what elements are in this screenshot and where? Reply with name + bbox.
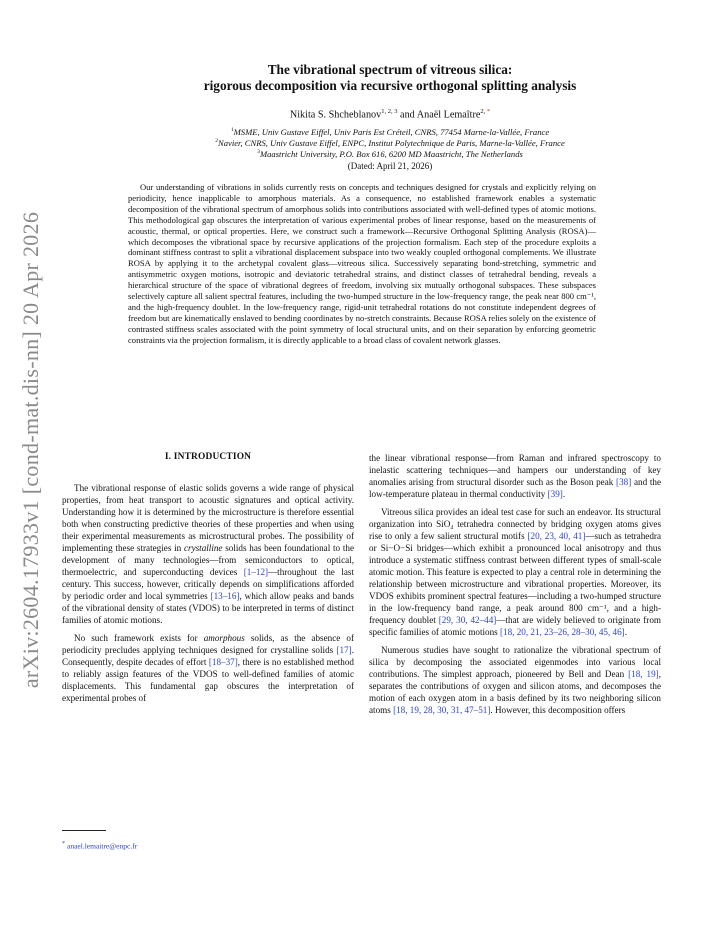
citation-link[interactable]: [18, 19, 28, 30, 31, 47–51] [393,705,491,715]
author-list [90,108,690,120]
citation-link[interactable]: [29, 30, 42–44] [438,615,497,625]
footnote: * anael.lemaitre@enpc.fr [62,840,138,851]
author-and: and [400,109,415,121]
citation-link[interactable]: [1–12] [243,567,269,577]
footnote-divider [62,830,106,831]
citation-link[interactable]: [18, 20, 21, 23–26, 28–30, 45, 46] [500,627,625,637]
paragraph: Vitreous silica provides an ideal test case for such an endeavor. Its structural organization into SiO₄ tetrahedra connected by bridging oxygen atoms gives rise to only a few salient structural motifs [20, 23, 40, 41]—such as tetrahedra or Si−O−Si bridges—which exhibit a pronounced local anisotropy and thus introduce a systematic stiffness contrast between different types of small-scale atomic motion. This feature is expected to play a central role in determining the relationship between microstructure and vibrational properties. Moreover, its VDOS exhibits prominent spectral features—including a two-humped structure in the low-frequency band range, a peak around 800 cm⁻¹, and a high-frequency doublet [29, 30, 42–44]—that are widely believed to originate from specific families of atomic motions [18, 20, 21, 23–26, 28–30, 45, 46]. [369,507,661,637]
paragraph: The vibrational response of elastic solids governs a wide range of physical properties, from heat transport to acoustic signatures and optical activity. Understanding how it is determined by the microstructure is therefore essential both when constructing predictive theories of these properties and when using their experimental measurements as microstructural probes. The possibility of implementing these strategies in crystalline solids has been foundational to the development of many technologies—from semiconductors to optical, thermoelectric, and superconducting devices [1–12]—throughout the last century. This success, however, critically depends on simplifications afforded by periodic order and local symmetries [13–16], which allow peaks and bands of the vibrational density of states (VDOS) to be interpreted in terms of distinct families of atomic motions. [62,483,354,625]
citation-link[interactable]: [13–16] [210,591,240,601]
email-link[interactable]: anael.lemaitre@enpc.fr [67,841,138,851]
citation-link[interactable]: [39] [547,489,563,499]
affiliation: $^1$MSME, Univ Gustave Eiffel, Univ Paris Est Créteil, CNRS, 77454 Marne-la-Vallée, France [230,126,550,137]
citation-link[interactable]: [18–37] [208,657,238,667]
paragraph: Numerous studies have sought to rationalize the vibrational spectrum of silica by decomposing the associated eigenmodes into various local contributions. The simplest approach, pioneered by Bell and Dean [18, 19], separates the contributions of oxygen and silicon atoms, and decomposes the motion of each oxygen atom in a basis defined by its two neighboring silicon atoms [18, 19, 28, 30, 31, 47–51]. However, this decomposition offers [369,645,661,715]
abstract: Our understanding of vibrations in solids currently rests on concepts and techniques designed for crystals and explicitly relying on periodicity, hence inapplicable to amorphous materials. As a consequence, no established framework enables a systematic decomposition of the vibrational spectrum of amorphous solids into contributions associated with well-defined types of atomic motions. This methodological gap obscures the interpretation of various experimental probes of linear response, based on the measurements of acoustic, thermal, or optical properties. Here, we construct such a framework—Recursive Orthogonal Splitting Analysis (ROSA)—which decomposes the vibrational space by recursive applications of the projection formalism. Each step of the procedure exploits a dominant stiffness contrast to split a vibrational displacement subspace into two weakly coupled orthogonal complements. We illustrate ROSA by applying it to the archetypal covalent glass—vitreous silica. Successively separating bond-stretching, symmetric and antisymmetric oxygen motions, isotropic and deviatoric tetrahedral strains, and distinct classes of tetrahedral bending, reveals a hierarchical structure of the space of vibrational degrees of freedom, involving six mutually orthogonal subspaces. These subspaces selectively capture all salient spectral features, including the two-humped structure in the low-frequency range, the peak near 800 cm⁻¹, and the high-frequency doublet. In the low-frequency range, rigid-unit tetrahedral rotations do not constitute independent degrees of freedom but are kinematically enslaved to bending coordinates by no-stretch constraints. Because ROSA relies solely on the existence of contrasted stiffness scales associated with the point symmetry of local structural units, and on their separation by enforcing geometric constraints via the projection formalism, it is directly applicable to a broad class of covalent network glasses. [128,182,596,345]
right-column [369,452,661,722]
citation-link[interactable]: [17] [336,645,352,655]
citation-link[interactable]: [20, 23, 40, 41] [527,531,586,541]
dated-line: (Dated: April 21, 2026) [347,161,433,171]
affiliation: $^2$Navier, CNRS, Univ Gustave Eiffel, ENPC, Institut Polytechnique de Paris, Marne-la-Vallée, France [215,137,565,148]
author-affil-sup: 1, 2, 3 [381,108,398,115]
author-name: Anaël Lemaître [416,109,481,121]
paragraph: No such framework exists for amorphous solids, as the absence of periodicity precludes applying techniques designed for crystalline solids [17]. Consequently, despite decades of effort [18–37], there is no established method to reliably assign features of the VDOS to well-defined families of atomic displacements. This fundamental gap obscures the interpretation of experimental probes of [62,633,354,703]
affiliation: $^3$Maastricht University, P.O. Box 616, 6200 MD Maastricht, The Netherlands [257,148,523,159]
paper-title-line-2: rigorous decomposition via recursive orthogonal splitting analysis [203,78,577,93]
corresponding-author-mark[interactable]: * [486,108,491,115]
author-name: Nikita S. Shcheblanov [289,109,382,121]
author-affil-sup: 2, * [480,108,491,115]
section-heading: I. INTRODUCTION [164,452,252,462]
paragraph: the linear vibrational response—from Raman and infrared spectroscopy to inelastic scattering techniques—and hampers our understanding of key anomalies arising from structural disorder such as the Boson peak [38] and the low-temperature plateau in thermal conductivity [39]. [369,453,661,499]
arxiv-identifier: arXiv:2604.17933v1 [cond-mat.dis-nn] 20 Apr 2026 [18,211,43,689]
paper-title-line-1: The vibrational spectrum of vitreous silica: [267,62,513,77]
citation-link[interactable]: [18, 19] [628,669,659,679]
citation-link[interactable]: [38] [616,477,632,487]
left-column [62,482,354,710]
